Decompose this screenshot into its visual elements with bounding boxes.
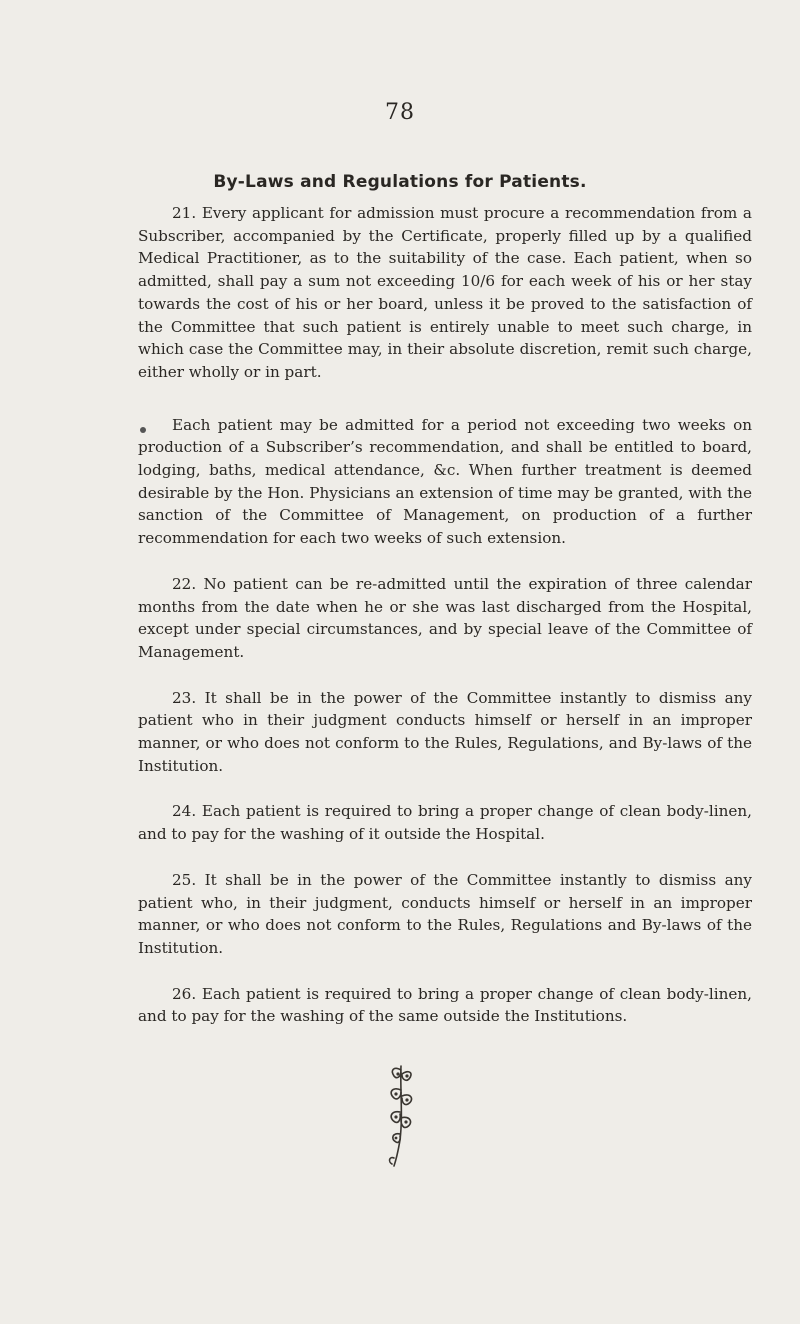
- page-title: By-Laws and Regulations for Patients.: [213, 172, 587, 192]
- paragraph-rule-26: 26. Each patient is required to bring a proper change of clean body-linen, and to pay for the washing of the same outside the Institutions.: [138, 984, 752, 1026]
- paragraph-rule-22: 22. No patient can be re-admitted until the expiration of three calendar months from the date when he or she was last discharged from the Hospital, except under special circumstances, and by special leave of the Committee of Management.: [138, 574, 752, 661]
- paragraph-rule-21-extension: Each patient may be admitted for a period not exceeding two weeks on production of a Subscriber’s recommendation, and shall be entitled to board, lodging, baths, medical attendance, &c. When further treatment is deemed desirable by the Hon. Physicians an extension of time may be granted, with the sanction of the Committee of Management, on production of a further recommendation for each two weeks of such extension.: [138, 415, 752, 548]
- paragraph-rule-21: 21. Every applicant for admission must procure a recommendation from a Subscriber, accompanied by the Certificate, properly filled up by a qualified Medical Practitioner, as to the suitability of the case. Each patient, when so admitted, shall pay a sum not exceeding 10/6 for each week of his or her stay towards the cost of his or her board, unless it be proved to the satisfaction of the Committee that such patient is entirely unable to meet such charge, in which case the Committee may, in their absolute discretion, remit such charge, either wholly or in part.: [138, 204, 752, 381]
- body-text: [138, 202, 752, 1051]
- paragraph-rule-25: 25. It shall be in the power of the Committee instantly to dismiss any patient who, in their judgment, conducts himself or herself in an improper manner, or who does not conform to the Rules, Regulations and By-laws of the Institution.: [138, 870, 752, 957]
- floral-sprig-icon: [376, 1060, 426, 1170]
- page-number: 78: [385, 100, 415, 125]
- ink-speck: [140, 427, 146, 433]
- paragraph-rule-23: 23. It shall be in the power of the Committee instantly to dismiss any patient who in their judgment conducts himself or herself in an improper manner, or who does not conform to the Rules, Regulations, and By-laws of the Institution.: [138, 688, 752, 775]
- paragraph-rule-24: 24. Each patient is required to bring a proper change of clean body-linen, and to pay for the washing of it outside the Hospital.: [138, 802, 752, 844]
